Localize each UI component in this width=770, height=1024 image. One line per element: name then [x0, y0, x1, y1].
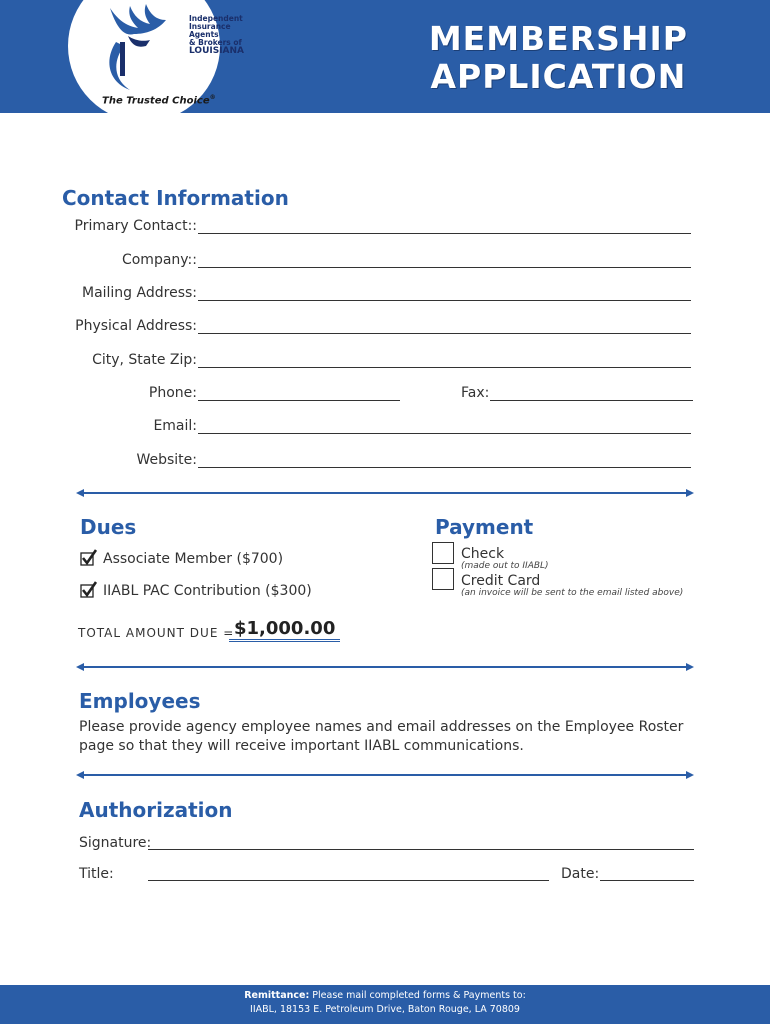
check-payment-note: (made out to IIABL): [461, 561, 549, 571]
contact-heading: Contact Information: [62, 186, 289, 210]
associate-member-option[interactable]: [80, 549, 283, 567]
city-state-zip-field[interactable]: [198, 367, 691, 368]
footer-remittance: [0, 985, 770, 1024]
associate-member-label: Associate Member ($700): [103, 551, 284, 567]
phone-label: Phone:: [148, 385, 197, 401]
physical-address-field[interactable]: [198, 333, 691, 334]
header-banner: [0, 0, 770, 113]
logo-text: Independent Insurance Agents & Brokers of LOUISIANA: [189, 14, 245, 56]
city-state-zip-label: City, State Zip:: [92, 352, 197, 368]
website-field[interactable]: [198, 467, 691, 468]
checkbox-checked-icon: [80, 581, 97, 598]
authorization-heading: Authorization: [79, 798, 233, 822]
mailing-address-field[interactable]: [198, 300, 691, 301]
dues-heading: Dues: [80, 515, 137, 539]
checkbox-checked-icon: [80, 549, 97, 566]
payment-heading: Payment: [435, 515, 534, 539]
pac-contribution-option[interactable]: [80, 581, 312, 599]
website-label: Website:: [136, 452, 197, 468]
remittance-address: IIABL, 18153 E. Petroleum Drive, Baton Rouge, LA 70809: [250, 1004, 520, 1015]
employees-text: Please provide agency employee names and email addresses on the Employee Roster page so that they will receive important IIABL communications.: [79, 719, 684, 754]
title-label: Title:: [79, 866, 114, 882]
credit-card-note: (an invoice will be sent to the email listed above): [461, 588, 684, 598]
email-label: Email:: [153, 418, 197, 434]
credit-card-checkbox[interactable]: [432, 568, 454, 590]
fax-field[interactable]: [490, 400, 693, 401]
divider-arrow: [76, 770, 694, 780]
physical-address-label: Physical Address:: [75, 318, 197, 334]
remittance-text: Please mail completed forms & Payments to:: [312, 990, 526, 1001]
check-payment-checkbox[interactable]: [432, 542, 454, 564]
employees-heading: Employees: [79, 689, 201, 713]
title-field[interactable]: [148, 880, 549, 881]
date-field[interactable]: [600, 880, 694, 881]
total-amount-value: $1,000.00: [229, 618, 340, 642]
signature-label: Signature:: [79, 835, 152, 851]
check-payment-label: Check: [461, 546, 505, 562]
credit-card-label: Credit Card: [461, 573, 541, 589]
remittance-label: Remittance:: [244, 990, 310, 1001]
mailing-address-label: Mailing Address:: [81, 285, 197, 301]
date-label: Date:: [561, 866, 600, 882]
divider-arrow: [76, 662, 694, 672]
page-title: MEMBERSHIP APPLICATION: [428, 19, 688, 96]
company-label: Company::: [121, 252, 197, 268]
email-field[interactable]: [198, 433, 691, 434]
signature-field[interactable]: [148, 849, 694, 850]
primary-contact-label: Primary Contact::: [74, 218, 197, 234]
pac-contribution-label: IIABL PAC Contribution ($300): [103, 583, 312, 599]
fax-label: Fax:: [461, 385, 490, 401]
total-amount-label: TOTAL AMOUNT DUE =: [78, 626, 235, 640]
logo-tagline: The Trusted Choice®: [102, 94, 216, 107]
divider-arrow: [76, 488, 694, 498]
company-field[interactable]: [198, 267, 691, 268]
phone-field[interactable]: [198, 400, 400, 401]
primary-contact-field[interactable]: [198, 233, 691, 234]
